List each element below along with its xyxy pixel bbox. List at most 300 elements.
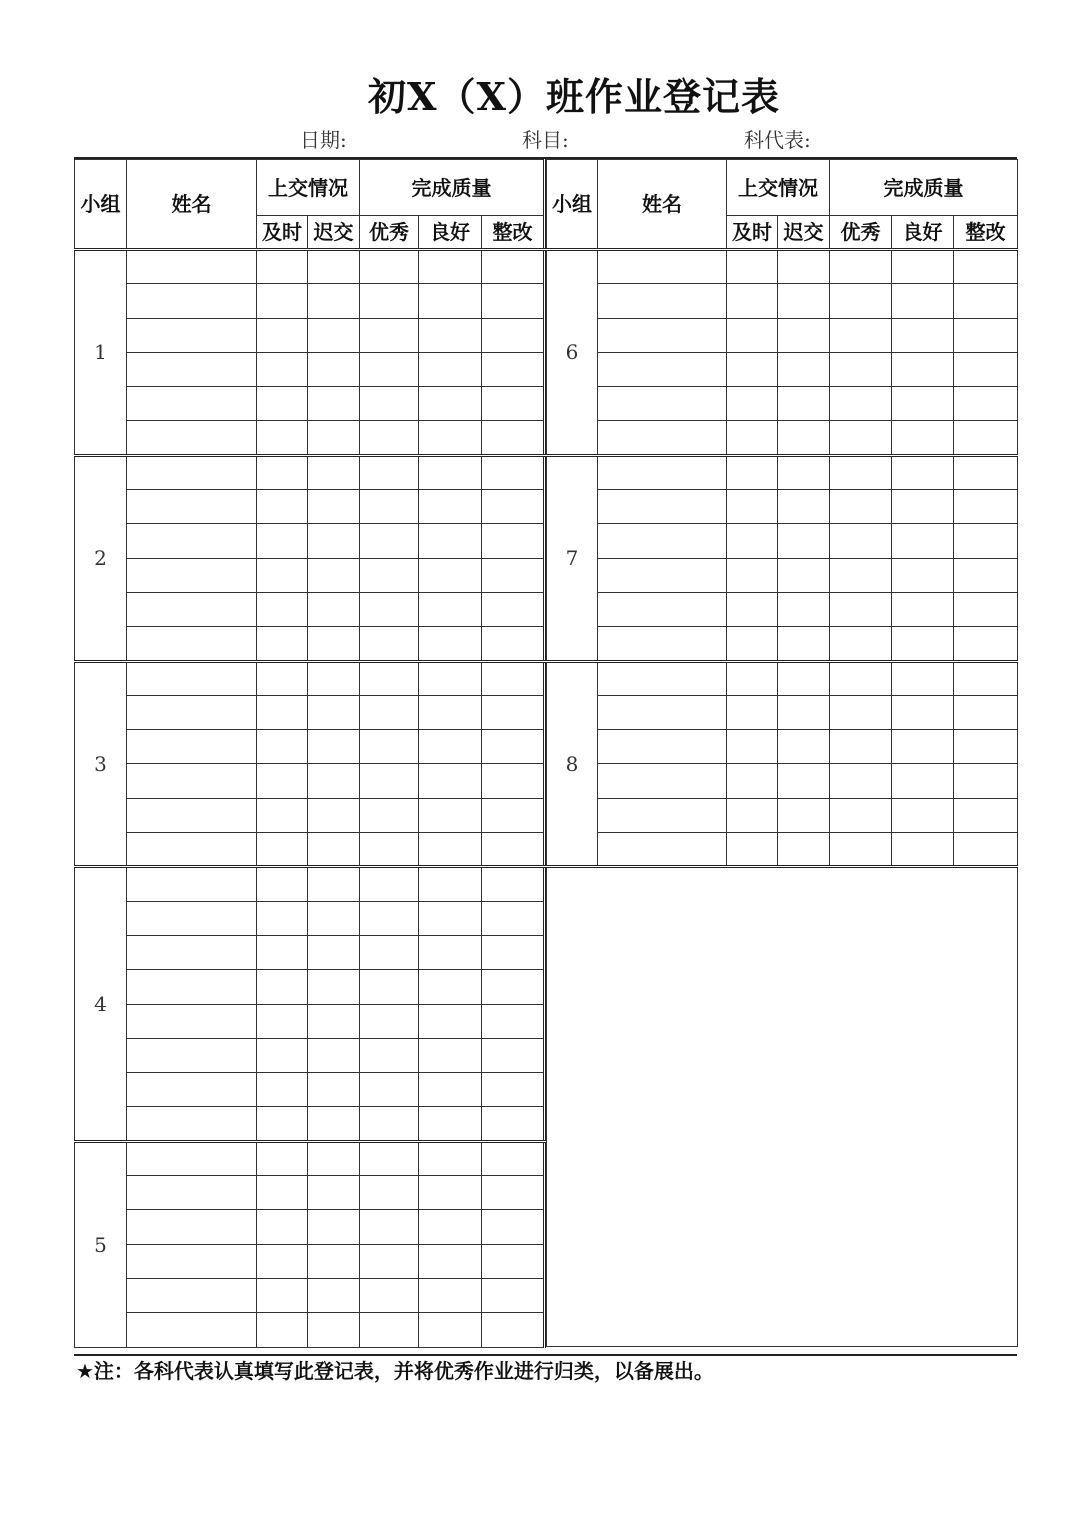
on-time-cell[interactable] — [257, 250, 308, 284]
late-cell[interactable] — [778, 250, 830, 284]
revise-cell[interactable] — [954, 764, 1018, 798]
name-cell[interactable] — [598, 730, 727, 764]
excellent-cell[interactable] — [830, 284, 892, 318]
late-cell[interactable] — [308, 1176, 360, 1210]
late-cell[interactable] — [778, 627, 830, 661]
on-time-cell[interactable] — [727, 318, 778, 352]
revise-cell[interactable] — [954, 455, 1018, 489]
on-time-cell[interactable] — [257, 1141, 308, 1175]
revise-cell[interactable] — [482, 1141, 545, 1175]
excellent-cell[interactable] — [360, 352, 419, 386]
late-cell[interactable] — [778, 352, 830, 386]
good-cell[interactable] — [419, 1004, 482, 1038]
excellent-cell[interactable] — [360, 1244, 419, 1278]
on-time-cell[interactable] — [257, 1210, 308, 1244]
late-cell[interactable] — [308, 1313, 360, 1347]
excellent-cell[interactable] — [360, 1107, 419, 1141]
good-cell[interactable] — [892, 524, 954, 558]
good-cell[interactable] — [419, 1141, 482, 1175]
name-cell[interactable] — [598, 764, 727, 798]
good-cell[interactable] — [419, 455, 482, 489]
good-cell[interactable] — [892, 455, 954, 489]
name-cell[interactable] — [598, 558, 727, 592]
on-time-cell[interactable] — [257, 421, 308, 455]
excellent-cell[interactable] — [360, 970, 419, 1004]
good-cell[interactable] — [419, 1244, 482, 1278]
name-cell[interactable] — [127, 935, 257, 969]
good-cell[interactable] — [892, 730, 954, 764]
on-time-cell[interactable] — [257, 1073, 308, 1107]
good-cell[interactable] — [419, 1210, 482, 1244]
name-cell[interactable] — [598, 387, 727, 421]
revise-cell[interactable] — [954, 490, 1018, 524]
excellent-cell[interactable] — [830, 318, 892, 352]
on-time-cell[interactable] — [257, 1176, 308, 1210]
good-cell[interactable] — [419, 661, 482, 695]
excellent-cell[interactable] — [830, 730, 892, 764]
revise-cell[interactable] — [954, 592, 1018, 626]
late-cell[interactable] — [778, 524, 830, 558]
good-cell[interactable] — [419, 833, 482, 867]
name-cell[interactable] — [598, 661, 727, 695]
late-cell[interactable] — [778, 318, 830, 352]
good-cell[interactable] — [419, 1176, 482, 1210]
late-cell[interactable] — [308, 284, 360, 318]
on-time-cell[interactable] — [727, 661, 778, 695]
late-cell[interactable] — [308, 1073, 360, 1107]
revise-cell[interactable] — [482, 970, 545, 1004]
on-time-cell[interactable] — [257, 352, 308, 386]
good-cell[interactable] — [419, 352, 482, 386]
late-cell[interactable] — [778, 833, 830, 867]
revise-cell[interactable] — [482, 935, 545, 969]
good-cell[interactable] — [892, 490, 954, 524]
name-cell[interactable] — [127, 1141, 257, 1175]
excellent-cell[interactable] — [830, 524, 892, 558]
revise-cell[interactable] — [482, 1313, 545, 1347]
late-cell[interactable] — [308, 250, 360, 284]
good-cell[interactable] — [419, 935, 482, 969]
name-cell[interactable] — [127, 250, 257, 284]
name-cell[interactable] — [598, 490, 727, 524]
good-cell[interactable] — [419, 1073, 482, 1107]
late-cell[interactable] — [308, 730, 360, 764]
excellent-cell[interactable] — [830, 661, 892, 695]
late-cell[interactable] — [778, 558, 830, 592]
name-cell[interactable] — [598, 627, 727, 661]
excellent-cell[interactable] — [830, 592, 892, 626]
name-cell[interactable] — [127, 1210, 257, 1244]
late-cell[interactable] — [308, 524, 360, 558]
revise-cell[interactable] — [954, 318, 1018, 352]
on-time-cell[interactable] — [727, 352, 778, 386]
late-cell[interactable] — [778, 387, 830, 421]
excellent-cell[interactable] — [830, 627, 892, 661]
revise-cell[interactable] — [954, 833, 1018, 867]
late-cell[interactable] — [308, 695, 360, 729]
late-cell[interactable] — [308, 867, 360, 901]
excellent-cell[interactable] — [360, 661, 419, 695]
late-cell[interactable] — [308, 764, 360, 798]
good-cell[interactable] — [419, 1038, 482, 1072]
good-cell[interactable] — [892, 352, 954, 386]
good-cell[interactable] — [419, 1313, 482, 1347]
on-time-cell[interactable] — [257, 935, 308, 969]
revise-cell[interactable] — [482, 867, 545, 901]
late-cell[interactable] — [308, 1038, 360, 1072]
revise-cell[interactable] — [482, 627, 545, 661]
revise-cell[interactable] — [482, 1210, 545, 1244]
revise-cell[interactable] — [482, 1107, 545, 1141]
on-time-cell[interactable] — [257, 798, 308, 832]
name-cell[interactable] — [598, 833, 727, 867]
name-cell[interactable] — [127, 284, 257, 318]
excellent-cell[interactable] — [360, 1038, 419, 1072]
revise-cell[interactable] — [482, 798, 545, 832]
on-time-cell[interactable] — [257, 490, 308, 524]
on-time-cell[interactable] — [727, 833, 778, 867]
name-cell[interactable] — [598, 421, 727, 455]
revise-cell[interactable] — [482, 592, 545, 626]
good-cell[interactable] — [419, 695, 482, 729]
excellent-cell[interactable] — [360, 1313, 419, 1347]
late-cell[interactable] — [308, 833, 360, 867]
late-cell[interactable] — [308, 661, 360, 695]
good-cell[interactable] — [419, 318, 482, 352]
on-time-cell[interactable] — [257, 695, 308, 729]
revise-cell[interactable] — [482, 901, 545, 935]
name-cell[interactable] — [127, 661, 257, 695]
excellent-cell[interactable] — [830, 798, 892, 832]
name-cell[interactable] — [127, 421, 257, 455]
on-time-cell[interactable] — [257, 455, 308, 489]
on-time-cell[interactable] — [257, 1107, 308, 1141]
on-time-cell[interactable] — [257, 730, 308, 764]
on-time-cell[interactable] — [257, 833, 308, 867]
excellent-cell[interactable] — [360, 627, 419, 661]
on-time-cell[interactable] — [257, 1313, 308, 1347]
revise-cell[interactable] — [482, 352, 545, 386]
good-cell[interactable] — [892, 764, 954, 798]
late-cell[interactable] — [308, 387, 360, 421]
name-cell[interactable] — [127, 798, 257, 832]
name-cell[interactable] — [127, 1313, 257, 1347]
excellent-cell[interactable] — [360, 901, 419, 935]
late-cell[interactable] — [308, 421, 360, 455]
late-cell[interactable] — [778, 695, 830, 729]
revise-cell[interactable] — [482, 558, 545, 592]
good-cell[interactable] — [419, 970, 482, 1004]
name-cell[interactable] — [127, 833, 257, 867]
excellent-cell[interactable] — [360, 798, 419, 832]
late-cell[interactable] — [308, 1141, 360, 1175]
late-cell[interactable] — [778, 661, 830, 695]
on-time-cell[interactable] — [727, 284, 778, 318]
excellent-cell[interactable] — [360, 1176, 419, 1210]
name-cell[interactable] — [127, 387, 257, 421]
on-time-cell[interactable] — [727, 490, 778, 524]
good-cell[interactable] — [419, 867, 482, 901]
good-cell[interactable] — [892, 695, 954, 729]
good-cell[interactable] — [419, 490, 482, 524]
excellent-cell[interactable] — [360, 421, 419, 455]
on-time-cell[interactable] — [257, 661, 308, 695]
name-cell[interactable] — [598, 318, 727, 352]
late-cell[interactable] — [778, 284, 830, 318]
excellent-cell[interactable] — [360, 695, 419, 729]
good-cell[interactable] — [419, 558, 482, 592]
name-cell[interactable] — [127, 867, 257, 901]
good-cell[interactable] — [419, 1278, 482, 1312]
good-cell[interactable] — [419, 524, 482, 558]
on-time-cell[interactable] — [257, 558, 308, 592]
name-cell[interactable] — [127, 592, 257, 626]
on-time-cell[interactable] — [257, 284, 308, 318]
excellent-cell[interactable] — [360, 318, 419, 352]
good-cell[interactable] — [419, 284, 482, 318]
revise-cell[interactable] — [482, 284, 545, 318]
late-cell[interactable] — [308, 1278, 360, 1312]
late-cell[interactable] — [308, 1004, 360, 1038]
revise-cell[interactable] — [954, 730, 1018, 764]
name-cell[interactable] — [598, 284, 727, 318]
on-time-cell[interactable] — [727, 730, 778, 764]
revise-cell[interactable] — [954, 695, 1018, 729]
good-cell[interactable] — [892, 250, 954, 284]
good-cell[interactable] — [892, 284, 954, 318]
excellent-cell[interactable] — [830, 455, 892, 489]
on-time-cell[interactable] — [257, 1038, 308, 1072]
on-time-cell[interactable] — [727, 387, 778, 421]
revise-cell[interactable] — [482, 524, 545, 558]
late-cell[interactable] — [308, 627, 360, 661]
on-time-cell[interactable] — [257, 627, 308, 661]
excellent-cell[interactable] — [360, 730, 419, 764]
late-cell[interactable] — [308, 1244, 360, 1278]
revise-cell[interactable] — [482, 387, 545, 421]
name-cell[interactable] — [598, 798, 727, 832]
on-time-cell[interactable] — [257, 1278, 308, 1312]
on-time-cell[interactable] — [727, 764, 778, 798]
name-cell[interactable] — [127, 1073, 257, 1107]
good-cell[interactable] — [892, 558, 954, 592]
good-cell[interactable] — [419, 250, 482, 284]
on-time-cell[interactable] — [727, 592, 778, 626]
good-cell[interactable] — [892, 798, 954, 832]
on-time-cell[interactable] — [257, 592, 308, 626]
name-cell[interactable] — [127, 627, 257, 661]
on-time-cell[interactable] — [257, 318, 308, 352]
revise-cell[interactable] — [482, 1278, 545, 1312]
on-time-cell[interactable] — [257, 524, 308, 558]
excellent-cell[interactable] — [830, 387, 892, 421]
revise-cell[interactable] — [482, 1038, 545, 1072]
excellent-cell[interactable] — [360, 1073, 419, 1107]
name-cell[interactable] — [127, 1107, 257, 1141]
on-time-cell[interactable] — [727, 558, 778, 592]
excellent-cell[interactable] — [830, 352, 892, 386]
excellent-cell[interactable] — [360, 1004, 419, 1038]
excellent-cell[interactable] — [360, 592, 419, 626]
late-cell[interactable] — [308, 935, 360, 969]
name-cell[interactable] — [598, 592, 727, 626]
name-cell[interactable] — [127, 455, 257, 489]
excellent-cell[interactable] — [360, 455, 419, 489]
name-cell[interactable] — [598, 695, 727, 729]
revise-cell[interactable] — [482, 1073, 545, 1107]
excellent-cell[interactable] — [360, 935, 419, 969]
late-cell[interactable] — [308, 970, 360, 1004]
excellent-cell[interactable] — [360, 867, 419, 901]
good-cell[interactable] — [892, 833, 954, 867]
excellent-cell[interactable] — [830, 490, 892, 524]
late-cell[interactable] — [308, 592, 360, 626]
on-time-cell[interactable] — [257, 1004, 308, 1038]
late-cell[interactable] — [778, 730, 830, 764]
revise-cell[interactable] — [954, 387, 1018, 421]
on-time-cell[interactable] — [727, 627, 778, 661]
revise-cell[interactable] — [482, 490, 545, 524]
good-cell[interactable] — [892, 421, 954, 455]
revise-cell[interactable] — [482, 1244, 545, 1278]
good-cell[interactable] — [419, 730, 482, 764]
good-cell[interactable] — [892, 387, 954, 421]
revise-cell[interactable] — [482, 833, 545, 867]
revise-cell[interactable] — [482, 764, 545, 798]
name-cell[interactable] — [127, 318, 257, 352]
excellent-cell[interactable] — [360, 490, 419, 524]
late-cell[interactable] — [778, 490, 830, 524]
revise-cell[interactable] — [954, 558, 1018, 592]
excellent-cell[interactable] — [360, 524, 419, 558]
revise-cell[interactable] — [954, 627, 1018, 661]
late-cell[interactable] — [308, 490, 360, 524]
revise-cell[interactable] — [482, 1176, 545, 1210]
on-time-cell[interactable] — [257, 387, 308, 421]
good-cell[interactable] — [892, 627, 954, 661]
excellent-cell[interactable] — [830, 558, 892, 592]
on-time-cell[interactable] — [727, 524, 778, 558]
name-cell[interactable] — [127, 1278, 257, 1312]
name-cell[interactable] — [127, 1004, 257, 1038]
late-cell[interactable] — [308, 318, 360, 352]
late-cell[interactable] — [308, 1210, 360, 1244]
revise-cell[interactable] — [482, 661, 545, 695]
name-cell[interactable] — [127, 1038, 257, 1072]
name-cell[interactable] — [598, 524, 727, 558]
good-cell[interactable] — [419, 901, 482, 935]
name-cell[interactable] — [127, 352, 257, 386]
excellent-cell[interactable] — [830, 695, 892, 729]
good-cell[interactable] — [419, 798, 482, 832]
on-time-cell[interactable] — [257, 970, 308, 1004]
excellent-cell[interactable] — [360, 284, 419, 318]
name-cell[interactable] — [127, 764, 257, 798]
late-cell[interactable] — [778, 592, 830, 626]
name-cell[interactable] — [127, 1176, 257, 1210]
excellent-cell[interactable] — [360, 833, 419, 867]
excellent-cell[interactable] — [360, 1141, 419, 1175]
good-cell[interactable] — [419, 764, 482, 798]
excellent-cell[interactable] — [360, 1210, 419, 1244]
name-cell[interactable] — [598, 250, 727, 284]
name-cell[interactable] — [127, 901, 257, 935]
revise-cell[interactable] — [482, 455, 545, 489]
good-cell[interactable] — [419, 592, 482, 626]
excellent-cell[interactable] — [360, 764, 419, 798]
good-cell[interactable] — [419, 1107, 482, 1141]
name-cell[interactable] — [127, 730, 257, 764]
revise-cell[interactable] — [954, 524, 1018, 558]
name-cell[interactable] — [127, 970, 257, 1004]
excellent-cell[interactable] — [830, 421, 892, 455]
late-cell[interactable] — [778, 798, 830, 832]
excellent-cell[interactable] — [830, 833, 892, 867]
name-cell[interactable] — [127, 695, 257, 729]
name-cell[interactable] — [127, 490, 257, 524]
name-cell[interactable] — [127, 1244, 257, 1278]
name-cell[interactable] — [598, 352, 727, 386]
excellent-cell[interactable] — [360, 1278, 419, 1312]
excellent-cell[interactable] — [360, 250, 419, 284]
good-cell[interactable] — [892, 592, 954, 626]
late-cell[interactable] — [308, 352, 360, 386]
on-time-cell[interactable] — [727, 695, 778, 729]
good-cell[interactable] — [419, 387, 482, 421]
revise-cell[interactable] — [482, 695, 545, 729]
excellent-cell[interactable] — [830, 764, 892, 798]
good-cell[interactable] — [419, 627, 482, 661]
late-cell[interactable] — [308, 558, 360, 592]
late-cell[interactable] — [308, 901, 360, 935]
on-time-cell[interactable] — [257, 1244, 308, 1278]
on-time-cell[interactable] — [727, 455, 778, 489]
late-cell[interactable] — [778, 421, 830, 455]
revise-cell[interactable] — [954, 661, 1018, 695]
excellent-cell[interactable] — [360, 558, 419, 592]
revise-cell[interactable] — [482, 318, 545, 352]
revise-cell[interactable] — [482, 250, 545, 284]
excellent-cell[interactable] — [830, 250, 892, 284]
good-cell[interactable] — [892, 318, 954, 352]
name-cell[interactable] — [598, 455, 727, 489]
revise-cell[interactable] — [954, 284, 1018, 318]
name-cell[interactable] — [127, 558, 257, 592]
revise-cell[interactable] — [482, 730, 545, 764]
late-cell[interactable] — [778, 455, 830, 489]
name-cell[interactable] — [127, 524, 257, 558]
excellent-cell[interactable] — [360, 387, 419, 421]
revise-cell[interactable] — [954, 798, 1018, 832]
on-time-cell[interactable] — [257, 764, 308, 798]
late-cell[interactable] — [308, 798, 360, 832]
on-time-cell[interactable] — [727, 798, 778, 832]
on-time-cell[interactable] — [727, 250, 778, 284]
on-time-cell[interactable] — [727, 421, 778, 455]
revise-cell[interactable] — [954, 250, 1018, 284]
good-cell[interactable] — [419, 421, 482, 455]
late-cell[interactable] — [308, 455, 360, 489]
late-cell[interactable] — [308, 1107, 360, 1141]
revise-cell[interactable] — [954, 421, 1018, 455]
late-cell[interactable] — [778, 764, 830, 798]
revise-cell[interactable] — [482, 421, 545, 455]
on-time-cell[interactable] — [257, 901, 308, 935]
revise-cell[interactable] — [482, 1004, 545, 1038]
on-time-cell[interactable] — [257, 867, 308, 901]
revise-cell[interactable] — [954, 352, 1018, 386]
good-cell[interactable] — [892, 661, 954, 695]
